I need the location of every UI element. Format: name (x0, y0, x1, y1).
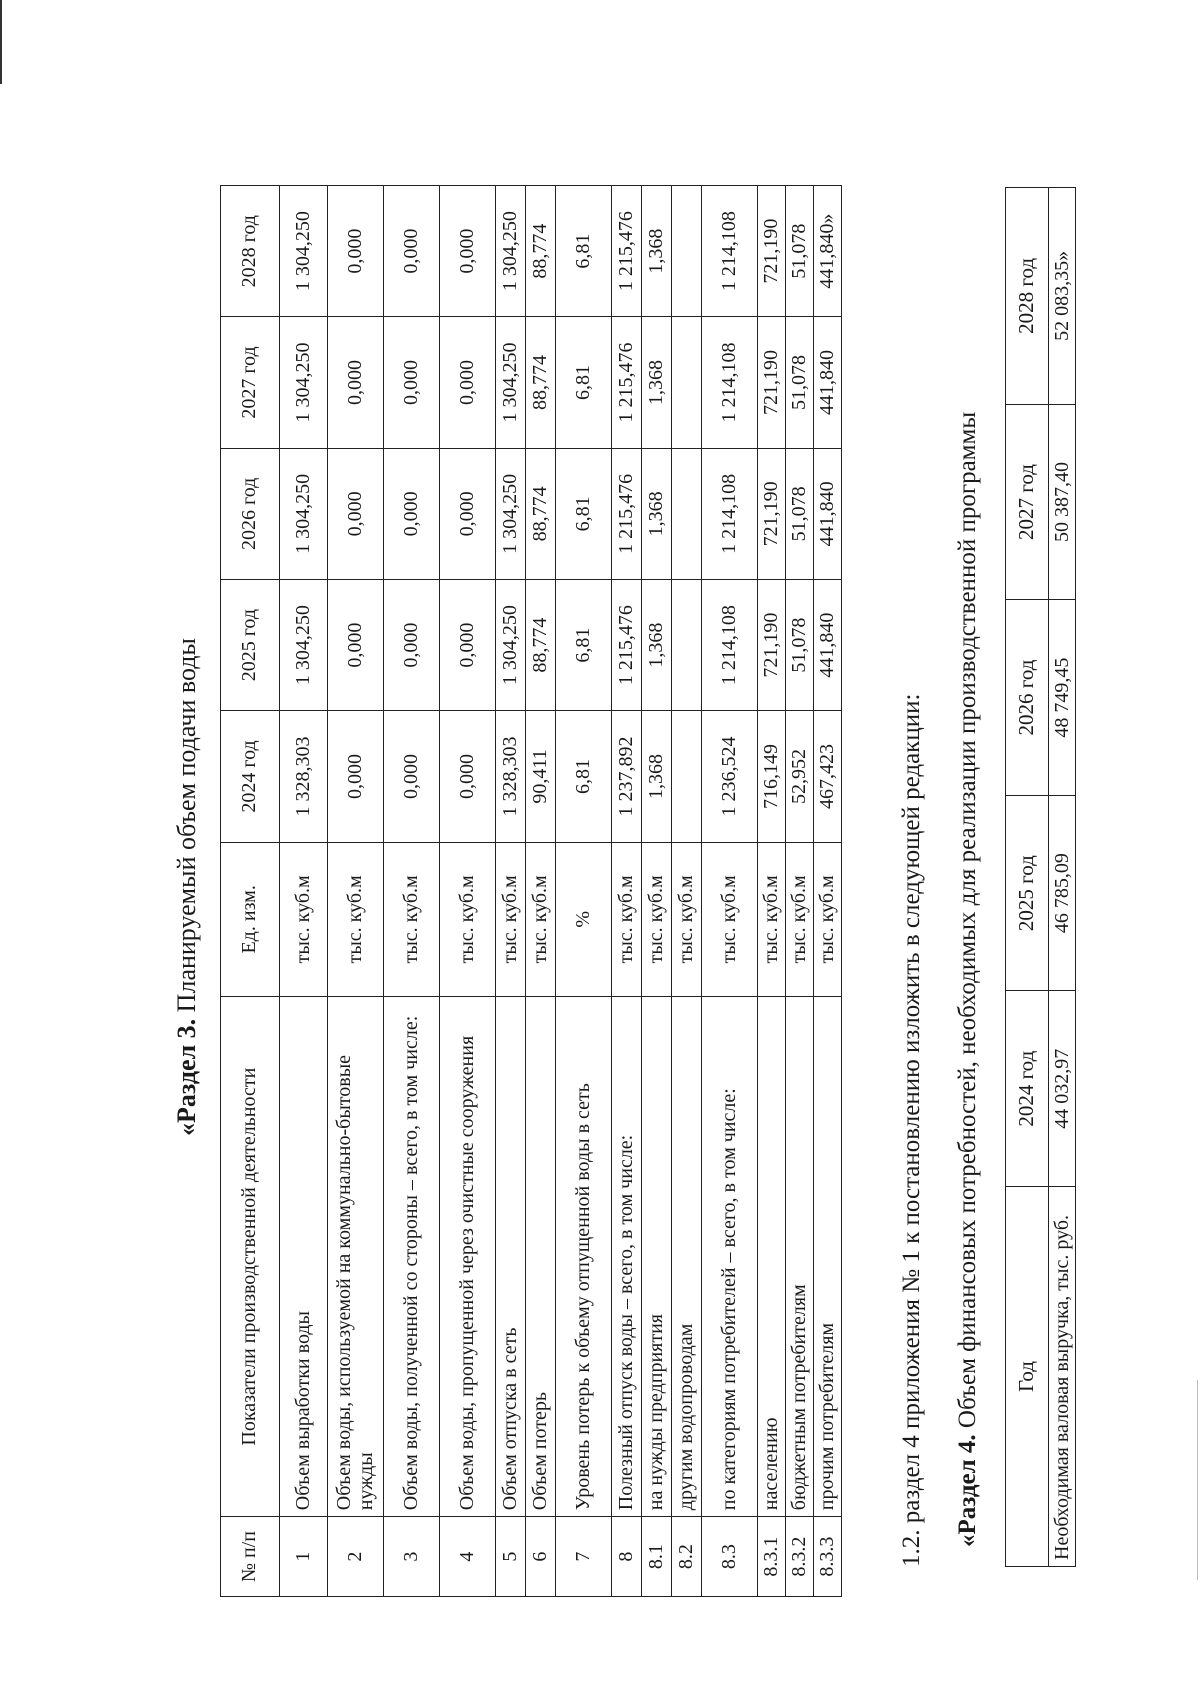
table-row (786, 186, 814, 1597)
unit-cell: тыс. куб.м (814, 842, 842, 996)
header-cell: 2024 год (1006, 991, 1049, 1187)
indicator-name: по категориям потребителей – всего, в том числе: (702, 997, 758, 1517)
value-cell: 48 749,45 (1049, 600, 1076, 796)
value-cell: 88,774 (526, 579, 556, 710)
table-row (758, 186, 786, 1597)
indicator-name: Уровень потерь к объему отпущенной воды в сеть (556, 997, 612, 1517)
unit-cell: тыс. куб.м (672, 842, 702, 996)
header-cell: Ед. изм. (221, 842, 280, 996)
section3-title: «Раздел 3. Планируемый объем подачи воды (172, 638, 201, 1136)
header-cell: 2025 год (1006, 795, 1049, 991)
value-cell: 441,840» (814, 186, 842, 317)
row-number: 8.3.3 (814, 1517, 842, 1597)
header-cell: Год (1006, 1187, 1049, 1567)
value-cell: 50 387,40 (1049, 404, 1076, 600)
row-number: 5 (496, 1517, 526, 1597)
value-cell: 46 785,09 (1049, 795, 1076, 991)
table-row (526, 186, 556, 1597)
table-row (328, 186, 384, 1597)
indicator-name: Объем отпуска в сеть (496, 997, 526, 1517)
header-cell: 2026 год (1006, 600, 1049, 796)
value-cell: 721,190 (758, 448, 786, 579)
row-number: 4 (440, 1517, 496, 1597)
value-cell: 0,000 (328, 579, 384, 710)
indicator-name: Объем воды, полученной со стороны – всего, в том числе: (384, 997, 440, 1517)
value-cell: 1,368 (642, 579, 672, 710)
row-number: 3 (384, 1517, 440, 1597)
table-row (440, 186, 496, 1597)
table-header-row (221, 186, 280, 1597)
header-cell: 2028 год (1006, 188, 1049, 405)
value-cell: 44 032,97 (1049, 991, 1076, 1187)
value-cell: 51,078 (786, 186, 814, 317)
indicator-name: прочим потребителям (814, 997, 842, 1517)
value-cell (672, 711, 702, 842)
value-cell: 1 214,108 (702, 186, 758, 317)
value-cell: 1 304,250 (280, 448, 328, 579)
value-cell: 1 215,476 (612, 186, 642, 317)
value-cell: 0,000 (440, 448, 496, 579)
unit-cell: тыс. куб.м (440, 842, 496, 996)
header-cell: Показатели производственной деятельности (221, 997, 280, 1517)
indicator-name: на нужды предприятия (642, 997, 672, 1517)
indicator-name: бюджетным потребителям (786, 997, 814, 1517)
table-row (1049, 188, 1076, 1567)
value-cell: 1 304,250 (496, 448, 526, 579)
unit-cell: % (556, 842, 612, 996)
unit-cell: тыс. куб.м (384, 842, 440, 996)
value-cell: 1,368 (642, 711, 672, 842)
value-cell: 1 214,108 (702, 579, 758, 710)
value-cell: 0,000 (440, 711, 496, 842)
row-number: 8 (612, 1517, 642, 1597)
indicator-name: Объем выработки воды (280, 997, 328, 1517)
value-cell: 0,000 (328, 448, 384, 579)
value-cell: 88,774 (526, 317, 556, 448)
value-cell: 88,774 (526, 186, 556, 317)
row-number: 2 (328, 1517, 384, 1597)
value-cell: 6,81 (556, 448, 612, 579)
table-row (672, 186, 702, 1597)
header-cell: 2026 год (221, 448, 280, 579)
indicator-name: другим водопроводам (672, 997, 702, 1517)
water-supply-table-body (280, 186, 842, 1597)
table-row (556, 186, 612, 1597)
value-cell: 1,368 (642, 186, 672, 317)
value-cell: 0,000 (328, 317, 384, 448)
value-cell: 6,81 (556, 711, 612, 842)
value-cell (672, 579, 702, 710)
value-cell: 1 304,250 (280, 317, 328, 448)
unit-cell: тыс. куб.м (526, 842, 556, 996)
unit-cell: тыс. куб.м (786, 842, 814, 996)
value-cell: 1 215,476 (612, 579, 642, 710)
value-cell: 52 083,35» (1049, 188, 1076, 405)
value-cell: 51,078 (786, 579, 814, 710)
unit-cell: тыс. куб.м (612, 842, 642, 996)
value-cell: 0,000 (328, 186, 384, 317)
value-cell: 6,81 (556, 579, 612, 710)
value-cell: 1 215,476 (612, 448, 642, 579)
indicator-name: населению (758, 997, 786, 1517)
value-cell: 6,81 (556, 317, 612, 448)
value-cell: 1 214,108 (702, 317, 758, 448)
value-cell: 0,000 (384, 317, 440, 448)
value-cell: 0,000 (384, 711, 440, 842)
unit-cell: тыс. куб.м (328, 842, 384, 996)
indicator-name: Полезный отпуск воды – всего, в том числе: (612, 997, 642, 1517)
value-cell: 0,000 (440, 579, 496, 710)
row-number: 7 (556, 1517, 612, 1597)
value-cell: 0,000 (328, 711, 384, 842)
value-cell: 88,774 (526, 448, 556, 579)
value-cell: 0,000 (384, 579, 440, 710)
unit-cell: тыс. куб.м (280, 842, 328, 996)
section4-title: «Раздел 4. Объем финансовых потребностей, необходимых для реализации производственной программы (954, 411, 981, 1547)
table-row (280, 186, 328, 1597)
value-cell (672, 317, 702, 448)
value-cell: 52,952 (786, 711, 814, 842)
row-number: 8.3 (702, 1517, 758, 1597)
indicator-name: Объем потерь (526, 997, 556, 1517)
header-cell: 2024 год (221, 711, 280, 842)
financial-needs-table (1005, 187, 1076, 1567)
value-cell: 90,411 (526, 711, 556, 842)
water-supply-table (220, 185, 842, 1597)
row-number: 8.1 (642, 1517, 672, 1597)
table-header-row (1006, 188, 1049, 1567)
value-cell: 51,078 (786, 448, 814, 579)
value-cell: 0,000 (384, 448, 440, 579)
header-cell: 2025 год (221, 579, 280, 710)
value-cell: 1 328,303 (280, 711, 328, 842)
unit-cell: тыс. куб.м (702, 842, 758, 996)
value-cell: 441,840 (814, 448, 842, 579)
value-cell: 51,078 (786, 317, 814, 448)
value-cell: 6,81 (556, 186, 612, 317)
value-cell: 1 236,524 (702, 711, 758, 842)
value-cell: 441,840 (814, 317, 842, 448)
value-cell: 441,840 (814, 579, 842, 710)
value-cell: 1 304,250 (496, 317, 526, 448)
table-row (496, 186, 526, 1597)
unit-cell: тыс. куб.м (642, 842, 672, 996)
table-row (642, 186, 672, 1597)
indicator-name: Объем воды, используемой на коммунально-бытовые нужды (328, 997, 384, 1517)
value-cell: 1,368 (642, 317, 672, 448)
row-number: 8.3.2 (786, 1517, 814, 1597)
value-cell (672, 186, 702, 317)
value-cell: 0,000 (440, 186, 496, 317)
value-cell: 467,423 (814, 711, 842, 842)
value-cell: 1,368 (642, 448, 672, 579)
value-cell: 721,190 (758, 317, 786, 448)
table-row (384, 186, 440, 1597)
table-row (814, 186, 842, 1597)
value-cell: 1 237,892 (612, 711, 642, 842)
unit-cell: тыс. куб.м (758, 842, 786, 996)
value-cell: 721,190 (758, 579, 786, 710)
paragraph-1-2: 1.2. раздел 4 приложения № 1 к постановлению изложить в следующей редакции: (898, 693, 925, 1567)
row-label: Необходимая валовая выручка, тыс. руб. (1049, 1187, 1076, 1567)
row-number: 8.2 (672, 1517, 702, 1597)
indicator-name: Объем воды, пропущенной через очистные сооружения (440, 997, 496, 1517)
value-cell: 1 304,250 (496, 579, 526, 710)
value-cell: 1 304,250 (280, 579, 328, 710)
value-cell: 1 304,250 (280, 186, 328, 317)
value-cell: 1 328,303 (496, 711, 526, 842)
value-cell: 1 214,108 (702, 448, 758, 579)
header-cell: № п/п (221, 1517, 280, 1597)
value-cell: 1 215,476 (612, 317, 642, 448)
value-cell: 0,000 (384, 186, 440, 317)
table-row (702, 186, 758, 1597)
row-number: 8.3.1 (758, 1517, 786, 1597)
value-cell: 1 304,250 (496, 186, 526, 317)
header-cell: 2027 год (221, 317, 280, 448)
value-cell (672, 448, 702, 579)
header-cell: 2027 год (1006, 404, 1049, 600)
row-number: 1 (280, 1517, 328, 1597)
table-row (612, 186, 642, 1597)
row-number: 6 (526, 1517, 556, 1597)
unit-cell: тыс. куб.м (496, 842, 526, 996)
value-cell: 0,000 (440, 317, 496, 448)
header-cell: 2028 год (221, 186, 280, 317)
value-cell: 716,149 (758, 711, 786, 842)
value-cell: 721,190 (758, 186, 786, 317)
